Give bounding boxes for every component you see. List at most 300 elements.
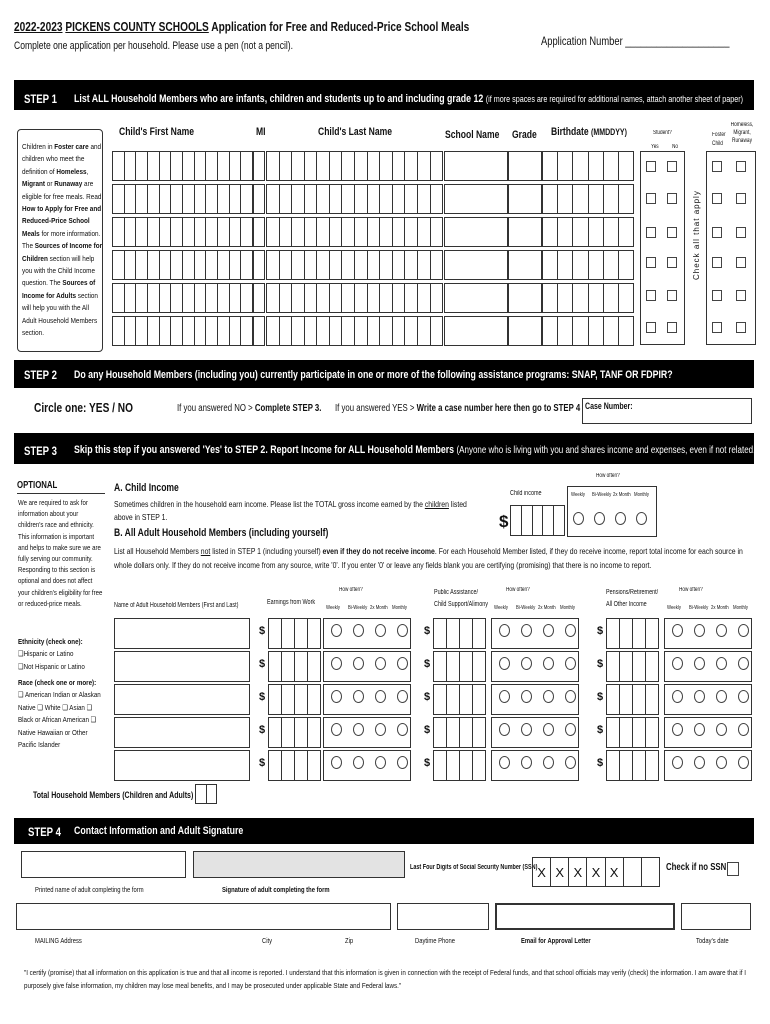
adult-name-field[interactable] xyxy=(114,750,250,781)
income-frequency-option[interactable] xyxy=(397,657,408,670)
income-frequency-option[interactable] xyxy=(375,690,386,703)
race-options[interactable]: ❑ American Indian or Alaskan Native ❑ White ❑ Asian ❑ Black or African American ❑ Native Hawaiian or Other Pacific Islander xyxy=(18,690,101,750)
child-birthdate-field[interactable] xyxy=(542,250,634,280)
dollar-sign: $ xyxy=(597,691,604,703)
homeless-text: Homeless, xyxy=(730,122,754,128)
child-mi-field[interactable] xyxy=(253,283,265,313)
child-income-text xyxy=(114,498,474,524)
child-grade-field[interactable] xyxy=(508,250,542,280)
foster-info-note xyxy=(17,129,103,352)
adult-name-field[interactable] xyxy=(114,618,250,649)
child-income-title: A. Child Income xyxy=(114,482,179,494)
dollar-sign: $ xyxy=(424,757,431,769)
mailing-address-field[interactable] xyxy=(16,903,391,930)
income-frequency-option[interactable] xyxy=(672,723,683,736)
income-frequency-option[interactable] xyxy=(694,624,705,637)
earnings-work-field[interactable] xyxy=(268,618,321,649)
ssn-masked-digit: X xyxy=(568,858,586,886)
foster-checkbox[interactable] xyxy=(712,322,722,333)
student-yes-checkbox[interactable] xyxy=(646,322,656,333)
child-frequency-option[interactable] xyxy=(594,512,605,525)
ethnicity-hispanic[interactable]: ❑Hispanic or Latino xyxy=(18,649,74,659)
homeless-checkbox[interactable] xyxy=(736,193,746,204)
printed-name-caption: Printed name of adult completing the form xyxy=(35,885,144,894)
earnings-work-field[interactable] xyxy=(268,717,321,748)
step1-note: (if more spaces are required for additional names, attach another sheet of paper) xyxy=(485,94,744,104)
income-frequency-option[interactable] xyxy=(521,657,532,670)
pensions-field[interactable] xyxy=(606,684,659,715)
child-birthdate-field[interactable] xyxy=(542,184,634,214)
note-bold: Homeless xyxy=(56,166,87,176)
frequency-label: Monthly xyxy=(392,605,408,611)
child-school-field[interactable] xyxy=(444,184,508,214)
child-grade-field[interactable] xyxy=(508,184,542,214)
pensions-2: All Other Income xyxy=(606,601,647,608)
frequency-label: Bi-Weekly xyxy=(516,605,536,611)
application-number[interactable] xyxy=(541,34,729,48)
col-homeless xyxy=(730,121,754,145)
income-frequency-option[interactable] xyxy=(499,657,510,670)
daytime-phone-caption: Daytime Phone xyxy=(415,936,455,945)
dollar-sign: $ xyxy=(424,691,431,703)
frequency-label: Monthly xyxy=(733,605,749,611)
frequency-label: Weekly xyxy=(326,605,340,611)
child-mi-field[interactable] xyxy=(253,151,265,181)
child-last-name-field[interactable] xyxy=(266,250,443,280)
school-year: 2022-2023 xyxy=(14,19,63,34)
note-text: for more information. The xyxy=(22,228,101,251)
income-frequency-option[interactable] xyxy=(331,723,342,736)
frequency-label: Bi-Weekly xyxy=(689,605,709,611)
application-number-label: Application Number xyxy=(541,34,623,48)
earnings-work-field[interactable] xyxy=(268,684,321,715)
step4-bar xyxy=(14,818,754,844)
income-frequency-option[interactable] xyxy=(716,657,727,670)
step3-text: Skip this step if you answered 'Yes' to STEP 2. Report Income for ALL Household Members xyxy=(74,444,455,456)
income-frequency-option[interactable] xyxy=(565,657,576,670)
income-frequency-option[interactable] xyxy=(565,723,576,736)
city-caption: City xyxy=(262,936,273,945)
adult-section-text xyxy=(114,544,759,572)
pensions-field[interactable] xyxy=(606,618,659,649)
homeless-checkbox[interactable] xyxy=(736,290,746,301)
child-birthdate-field[interactable] xyxy=(542,283,634,313)
public-assistance-field[interactable] xyxy=(433,750,486,781)
col-student-no: No xyxy=(672,144,678,150)
homeless-checkbox[interactable] xyxy=(736,227,746,238)
col-public-assistance xyxy=(434,587,488,611)
child-first-name-field[interactable] xyxy=(112,151,253,181)
daytime-phone-field[interactable] xyxy=(397,903,489,930)
foster-checkbox[interactable] xyxy=(712,257,722,268)
runaway-text: Runaway xyxy=(731,138,752,144)
income-frequency-option[interactable] xyxy=(397,723,408,736)
income-frequency-option[interactable] xyxy=(521,756,532,769)
public-assistance-field[interactable] xyxy=(433,684,486,715)
total-household-label: Total Household Members (Children and Adults) xyxy=(33,790,194,800)
income-frequency-option[interactable] xyxy=(694,657,705,670)
if-yes-bold: Write a case number here then go to STEP 4 xyxy=(416,403,581,414)
income-frequency-option[interactable] xyxy=(375,624,386,637)
note-text: section will help you with the Child Income question. The xyxy=(22,253,96,288)
child-income-text-1: Sometimes children in the household earn income. Please list the TOTAL gross income earned by the xyxy=(114,499,425,509)
income-frequency-option[interactable] xyxy=(565,624,576,637)
income-frequency-option[interactable] xyxy=(543,657,554,670)
ssn-masked-digit: X xyxy=(605,858,623,886)
pensions-field[interactable] xyxy=(606,651,659,682)
income-frequency-option[interactable] xyxy=(716,723,727,736)
child-school-field[interactable] xyxy=(444,151,508,181)
col-pensions xyxy=(606,587,658,611)
income-frequency-option[interactable] xyxy=(353,657,364,670)
if-no-text: If you answered NO > xyxy=(177,403,255,414)
student-no-checkbox[interactable] xyxy=(667,227,677,238)
child-last-name-field[interactable] xyxy=(266,184,443,214)
foster-checkbox[interactable] xyxy=(712,227,722,238)
form-subtitle: Complete one application per household. Please use a pen (not a pencil). xyxy=(14,40,294,52)
optional-label: OPTIONAL xyxy=(17,480,58,491)
income-frequency-option[interactable] xyxy=(543,756,554,769)
todays-date-caption: Today's date xyxy=(696,936,729,945)
how-often-label: How often? xyxy=(506,587,530,593)
income-frequency-option[interactable] xyxy=(738,657,749,670)
printed-name-field[interactable] xyxy=(21,851,186,878)
homeless-checkbox[interactable] xyxy=(736,322,746,333)
col-adult-name: Name of Adult Household Members (First and Last) xyxy=(114,602,239,609)
income-frequency-option[interactable] xyxy=(738,723,749,736)
dollar-sign: $ xyxy=(259,625,266,637)
note-bold: Sources of Income for Children xyxy=(22,241,103,263)
optional-text-body: We are required to ask for information about your children's race and ethnicity. This information is important and helps to make sure we are fully serving our community. Responding to this section is optional and does not affect your children's eligibility for free or reduced-price meals. xyxy=(18,498,103,608)
student-yes-checkbox[interactable] xyxy=(646,257,656,268)
earnings-work-field[interactable] xyxy=(268,651,321,682)
frequency-label: 2x Month xyxy=(370,605,388,611)
frequency-label: Bi-Weekly xyxy=(592,492,612,498)
frequency-label: Weekly xyxy=(494,605,508,611)
income-frequency-option[interactable] xyxy=(543,624,554,637)
student-yes-checkbox[interactable] xyxy=(646,193,656,204)
child-last-name-field[interactable] xyxy=(266,283,443,313)
frequency-label: Monthly xyxy=(634,492,650,498)
child-last-name-field[interactable] xyxy=(266,316,443,346)
dollar-sign: $ xyxy=(259,757,266,769)
income-frequency-option[interactable] xyxy=(672,624,683,637)
col-foster xyxy=(712,131,726,149)
note-bold: How to Apply for Free and Reduced-Price School Meals xyxy=(22,204,102,238)
income-frequency-option[interactable] xyxy=(353,624,364,637)
student-no-checkbox[interactable] xyxy=(667,257,677,268)
income-frequency-option[interactable] xyxy=(716,756,727,769)
frequency-label: 2x Month xyxy=(711,605,729,611)
race-heading: Race (check one or more): xyxy=(18,678,97,687)
col-student-yes: Yes xyxy=(651,144,659,150)
homeless-checkbox[interactable] xyxy=(736,161,746,172)
child-birthdate-field[interactable] xyxy=(542,151,634,181)
adult-text-bold: even if they do not receive income xyxy=(322,546,435,556)
ethnicity-not-hispanic[interactable]: ❑Not Hispanic or Latino xyxy=(18,661,85,671)
child-frequency-option[interactable] xyxy=(636,512,647,525)
income-frequency-option[interactable] xyxy=(716,690,727,703)
ethnicity-heading: Ethnicity (check one): xyxy=(18,637,83,646)
income-frequency-option[interactable] xyxy=(331,756,342,769)
child-mi-field[interactable] xyxy=(253,184,265,214)
income-frequency-option[interactable] xyxy=(375,723,386,736)
income-frequency-option[interactable] xyxy=(397,624,408,637)
col-birthdate xyxy=(551,126,627,138)
ssn-digit[interactable] xyxy=(623,858,641,886)
income-frequency-option[interactable] xyxy=(738,624,749,637)
application-number-line: ____________________ xyxy=(625,34,730,48)
child-income-dollar: $ xyxy=(499,512,509,531)
child-income-field[interactable] xyxy=(510,505,565,536)
adult-text-underline: not xyxy=(200,546,211,556)
child-mi-field[interactable] xyxy=(253,217,265,247)
step4-label: STEP 4 xyxy=(28,825,61,839)
income-frequency-option[interactable] xyxy=(694,723,705,736)
student-check-column xyxy=(640,151,685,345)
income-frequency-option[interactable] xyxy=(353,690,364,703)
income-frequency-option[interactable] xyxy=(499,756,510,769)
step1-label: STEP 1 xyxy=(24,92,57,106)
child-grade-field[interactable] xyxy=(508,217,542,247)
public-assistance-field[interactable] xyxy=(433,618,486,649)
pensions-field[interactable] xyxy=(606,750,659,781)
income-frequency-option[interactable] xyxy=(375,657,386,670)
foster-checkbox[interactable] xyxy=(712,193,722,204)
note-bold: Runaway xyxy=(54,179,83,189)
child-first-name-field[interactable] xyxy=(112,184,253,214)
zip-caption: Zip xyxy=(345,936,354,945)
step1-bar xyxy=(14,80,754,110)
child-income-text-2: listed above in STEP 1. xyxy=(114,499,467,522)
if-yes-instruction xyxy=(335,403,580,414)
income-frequency-option[interactable] xyxy=(331,657,342,670)
dollar-sign: $ xyxy=(259,658,266,670)
child-school-field[interactable] xyxy=(444,250,508,280)
child-first-name-field[interactable] xyxy=(112,217,253,247)
email-field[interactable] xyxy=(495,903,675,930)
child-birthdate-field[interactable] xyxy=(542,217,634,247)
child-birthdate-field[interactable] xyxy=(542,316,634,346)
case-number-field[interactable] xyxy=(582,398,752,424)
certification-text: "I certify (promise) that all information on this application is true and that all income is reported. I understand that this information is given in connection with the receipt of Federal funds, and that school officials may verify (check) the information. I am aware that if I purposely give false information, my children may lose meal benefits, and I may be prosecuted under applicable State and Federal laws." xyxy=(24,968,747,990)
dollar-sign: $ xyxy=(424,724,431,736)
income-frequency-option[interactable] xyxy=(694,756,705,769)
adult-section-title: B. All Adult Household Members (including yourself) xyxy=(114,527,329,539)
child-frequency-option[interactable] xyxy=(615,512,626,525)
foster-text: Foster xyxy=(712,132,726,138)
race-section[interactable] xyxy=(18,677,106,751)
frequency-label: 2x Month xyxy=(538,605,556,611)
if-yes-text: If you answered YES > xyxy=(335,403,417,414)
student-no-checkbox[interactable] xyxy=(667,290,677,301)
ssn-masked-digit: X xyxy=(586,858,604,886)
dollar-sign: $ xyxy=(424,625,431,637)
step3-bar xyxy=(14,433,759,464)
public-assistance-2: Child Support/Alimony xyxy=(434,601,489,608)
child-frequency-option[interactable] xyxy=(573,512,584,525)
income-frequency-option[interactable] xyxy=(565,756,576,769)
student-no-checkbox[interactable] xyxy=(667,161,677,172)
income-frequency-option[interactable] xyxy=(331,624,342,637)
dollar-sign: $ xyxy=(597,625,604,637)
col-mi: MI xyxy=(256,126,266,138)
frequency-label: Weekly xyxy=(667,605,681,611)
income-frequency-option[interactable] xyxy=(499,624,510,637)
student-no-checkbox[interactable] xyxy=(667,322,677,333)
email-caption: Email for Approval Letter xyxy=(521,936,591,945)
signature-caption: Signature of adult completing the form xyxy=(222,885,330,894)
child-first-name-field[interactable] xyxy=(112,316,253,346)
dollar-sign: $ xyxy=(597,658,604,670)
child-school-field[interactable] xyxy=(444,217,508,247)
earnings-work-field[interactable] xyxy=(268,750,321,781)
dollar-sign: $ xyxy=(259,691,266,703)
no-ssn-checkbox[interactable] xyxy=(727,862,739,876)
frequency-label: Weekly xyxy=(571,492,585,498)
frequency-label: Monthly xyxy=(560,605,576,611)
ethnicity-section[interactable] xyxy=(18,636,106,673)
child-first-name-field[interactable] xyxy=(112,250,253,280)
income-frequency-option[interactable] xyxy=(738,690,749,703)
form-title xyxy=(14,19,469,34)
child-text: Child xyxy=(712,141,723,147)
col-school-name: School Name xyxy=(445,129,500,141)
frequency-label: 2x Month xyxy=(613,492,631,498)
step3-label: STEP 3 xyxy=(24,444,57,458)
public-assistance-field[interactable] xyxy=(433,651,486,682)
case-number-label: Case Number: xyxy=(585,401,633,411)
pensions-field[interactable] xyxy=(606,717,659,748)
student-no-checkbox[interactable] xyxy=(667,193,677,204)
dollar-sign: $ xyxy=(597,757,604,769)
title-rest: Application for Free and Reduced-Price School Meals xyxy=(208,19,470,34)
step2-text: Do any Household Members (including you) currently participate in one or more of the following assistance programs: SNAP, TANF OR FDPIR? xyxy=(74,369,673,381)
adult-text-2: listed in STEP 1 (including yourself) xyxy=(210,546,323,556)
birthdate-format: (MMDDYY) xyxy=(591,127,627,137)
if-no-instruction xyxy=(177,403,321,414)
student-yes-checkbox[interactable] xyxy=(646,161,656,172)
ssn-masked-digit: X xyxy=(532,858,550,886)
income-frequency-option[interactable] xyxy=(499,723,510,736)
note-text: or xyxy=(45,179,55,189)
adult-name-field[interactable] xyxy=(114,684,250,715)
income-frequency-option[interactable] xyxy=(521,624,532,637)
col-student: Student? xyxy=(653,130,672,136)
total-household-field[interactable] xyxy=(195,784,217,804)
income-frequency-option[interactable] xyxy=(543,690,554,703)
dollar-sign: $ xyxy=(259,724,266,736)
income-frequency-option[interactable] xyxy=(716,624,727,637)
ssn-label: Last Four Digits of Social Security Number (SSN) xyxy=(410,864,538,871)
public-assistance-1: Public Assistance/ xyxy=(434,589,479,596)
income-frequency-option[interactable] xyxy=(738,756,749,769)
adult-name-field[interactable] xyxy=(114,651,250,682)
child-mi-field[interactable] xyxy=(253,316,265,346)
child-last-name-field[interactable] xyxy=(266,151,443,181)
student-yes-checkbox[interactable] xyxy=(646,227,656,238)
foster-checkbox[interactable] xyxy=(712,161,722,172)
frequency-label: Bi-Weekly xyxy=(348,605,368,611)
note-bold: Sources of Income for Adults xyxy=(22,278,96,300)
step3-heading xyxy=(74,444,758,456)
col-earnings-work: Earnings from Work xyxy=(267,599,316,606)
income-frequency-option[interactable] xyxy=(499,690,510,703)
status-check-column xyxy=(706,151,756,345)
income-frequency-option[interactable] xyxy=(521,723,532,736)
certification-statement xyxy=(24,966,759,992)
adult-name-field[interactable] xyxy=(114,717,250,748)
birthdate-label: Birthdate xyxy=(551,126,589,138)
homeless-checkbox[interactable] xyxy=(736,257,746,268)
income-frequency-option[interactable] xyxy=(375,756,386,769)
adult-text-1: List all Household Members xyxy=(114,546,201,556)
child-grade-field[interactable] xyxy=(508,316,542,346)
income-frequency-option[interactable] xyxy=(353,723,364,736)
dollar-sign: $ xyxy=(424,658,431,670)
step4-text: Contact Information and Adult Signature xyxy=(74,825,244,837)
note-text: are eligible for free meals. Read xyxy=(22,179,102,201)
child-grade-field[interactable] xyxy=(508,283,542,313)
note-text: , xyxy=(86,166,89,176)
migrant-text: Migrant, xyxy=(733,130,751,136)
note-text: Children in xyxy=(22,142,55,151)
child-how-often: How often? xyxy=(596,473,620,479)
student-yes-checkbox[interactable] xyxy=(646,290,656,301)
dollar-sign: $ xyxy=(597,724,604,736)
if-no-bold: Complete STEP 3. xyxy=(254,403,322,414)
step1-text: List ALL Household Members who are infants, children and students up to and including grade 12 xyxy=(74,93,484,105)
income-frequency-option[interactable] xyxy=(694,690,705,703)
income-frequency-option[interactable] xyxy=(353,756,364,769)
step2-label: STEP 2 xyxy=(24,368,57,382)
income-frequency-option[interactable] xyxy=(672,690,683,703)
child-mi-field[interactable] xyxy=(253,250,265,280)
step3-note: (Anyone who is living with you and shares income and expenses, even if not related.) xyxy=(456,445,759,456)
ssn-digit[interactable] xyxy=(641,858,660,886)
optional-heading xyxy=(17,480,105,494)
signature-field[interactable] xyxy=(193,851,405,878)
ssn-masked-digit: X xyxy=(550,858,568,886)
income-frequency-option[interactable] xyxy=(331,690,342,703)
income-frequency-option[interactable] xyxy=(565,690,576,703)
todays-date-field[interactable] xyxy=(681,903,751,930)
check-all-label: Check all that apply xyxy=(692,190,701,280)
circle-yes-no[interactable]: Circle one: YES / NO xyxy=(34,400,133,415)
child-last-name-field[interactable] xyxy=(266,217,443,247)
public-assistance-field[interactable] xyxy=(433,717,486,748)
optional-text xyxy=(18,497,106,609)
child-grade-field[interactable] xyxy=(508,151,542,181)
no-ssn-label: Check if no SSN xyxy=(666,862,727,873)
income-frequency-option[interactable] xyxy=(672,756,683,769)
col-last-name: Child's Last Name xyxy=(318,126,393,138)
child-income-label: Child income xyxy=(510,490,542,497)
child-school-field[interactable] xyxy=(444,283,508,313)
income-frequency-option[interactable] xyxy=(397,690,408,703)
foster-checkbox[interactable] xyxy=(712,290,722,301)
how-often-label: How often? xyxy=(339,587,363,593)
income-frequency-option[interactable] xyxy=(397,756,408,769)
how-often-label: How often? xyxy=(679,587,703,593)
income-frequency-option[interactable] xyxy=(521,690,532,703)
ssn-field[interactable] xyxy=(532,857,660,887)
child-school-field[interactable] xyxy=(444,316,508,346)
child-first-name-field[interactable] xyxy=(112,283,253,313)
note-text: section will help you with the All Adult Household Members section. xyxy=(22,290,98,338)
income-frequency-option[interactable] xyxy=(672,657,683,670)
income-frequency-option[interactable] xyxy=(543,723,554,736)
